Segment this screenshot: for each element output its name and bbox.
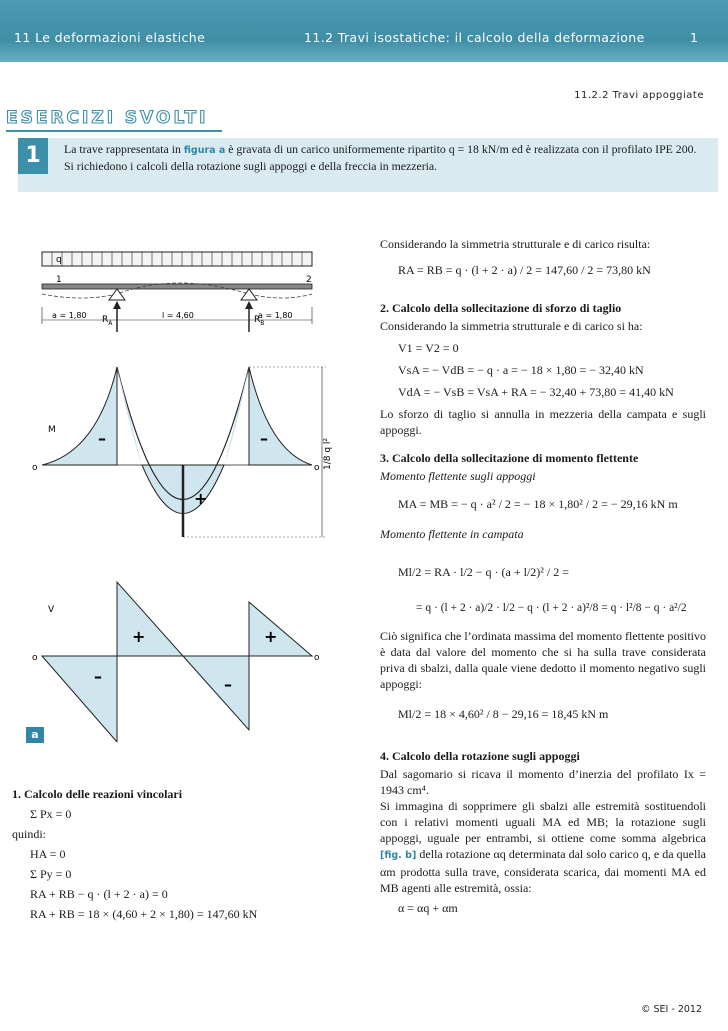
support-b [241, 289, 257, 300]
shear-label: V [48, 605, 55, 615]
eq-ra-rb: RA = RB = q · (l + 2 · a) / 2 = 147,60 / 2 = 73,80 kN [398, 263, 651, 277]
heading-2: 2. Calcolo della sollecitazione di sforzo di taglio [380, 301, 622, 315]
paragraph-5: Dal sagomario si ricava il momento d’inerzia del profilato Ix = 1943 cm⁴. [380, 767, 706, 797]
node-1-label: 1 [56, 275, 62, 285]
eq-ha: HA = 0 [30, 847, 66, 861]
moment-label: M [48, 425, 56, 435]
figure-reference: figura a [183, 145, 226, 156]
eq-v1-v2: V1 = V2 = 0 [398, 341, 459, 355]
support-a [109, 289, 125, 300]
subheading-span: Momento flettente in campata [380, 527, 524, 541]
moment-origin-left: o [32, 463, 38, 473]
distributed-load [42, 252, 312, 266]
paragraph-2: Considerando la simmetria strutturale e di carico si ha: [380, 319, 643, 333]
shear-plus-1: + [132, 627, 146, 646]
shear-neg-2 [183, 656, 249, 730]
eq-m-half-2: = q · (l + 2 · a)/2 · l/2 − q · (l + 2 · a)²/8 = q · l²/8 − q · a²/2 [416, 602, 687, 614]
eq-alpha: α = αq + αm [398, 901, 458, 915]
shear-pos-2 [249, 602, 312, 656]
exercise-box [18, 138, 718, 192]
figure-b-reference: [fig. b] [380, 850, 417, 861]
left-column [12, 786, 362, 922]
eq-m-half-value: Ml/2 = 18 × 4,60² / 8 − 29,16 = 18,45 kN m [398, 707, 609, 721]
node-2-label: 2 [306, 275, 312, 285]
eq-ra-rb-value: RA + RB = 18 × (4,60 + 2 × 1,80) = 147,60 kN [30, 907, 258, 921]
subsection-title: 11.2.2 Travi appoggiate [574, 90, 704, 101]
shear-origin-right: o [314, 653, 320, 663]
moment-negative-left [42, 367, 117, 465]
subheading-supports: Momento flettente sugli appoggi [380, 469, 536, 483]
ql2-label: 1/8 q l² [323, 437, 333, 470]
heading-1: 1. Calcolo delle reazioni vincolari [12, 787, 183, 801]
ra-label: $R_A$ [102, 315, 113, 327]
heading-4: 4. Calcolo della rotazione sugli appoggi [380, 749, 580, 763]
beam-diagram-figure [22, 232, 342, 742]
dim-a-left: a = 1,80 [52, 311, 87, 320]
figure-a-label: a [26, 727, 44, 743]
exercise-text: La trave rappresentata in figura a è gravata di un carico uniformemente ripartito q = 18 kN/m ed è realizzata con il profilato IPE 200. Si richiedono i calcoli della rotazione sugli appoggi e della freccia in mezzeria. [64, 142, 697, 173]
heading-3: 3. Calcolo della sollecitazione di momento flettente [380, 451, 639, 465]
moment-negative-right [249, 367, 312, 465]
paragraph-3: Lo sforzo di taglio si annulla in mezzeria della campata e sugli appoggi. [380, 407, 706, 437]
chapter-title: 11 Le deformazioni elastiche [14, 30, 206, 45]
minus-left: – [98, 429, 106, 448]
moment-origin-right: o [314, 463, 320, 473]
heading-underline [6, 130, 222, 132]
shear-plus-2: + [264, 627, 278, 646]
paragraph-6: Si immagina di sopprimere gli sbalzi alle estremità sostituendoli con i relativi momenti uguali MA ed MB; la rotazione sugli appoggi, uguale per entrambi, si ottiene come somma algebrica [fig. b] della rotazione αq determinata dal solo carico q, e da quella αm prodotta sulla trave, considerata scarica, dai momenti MA ed MB agenti alle estremità, ossia: [380, 799, 706, 895]
shear-minus-2: – [224, 675, 232, 694]
eq-va-right: VdA = − VsB = VsA + RA = − 32,40 + 73,80 = 41,40 kN [398, 385, 674, 399]
exercise-number: 1 [18, 138, 48, 174]
shear-origin-left: o [32, 653, 38, 663]
minus-right: – [260, 429, 268, 448]
shear-pos-1 [117, 582, 183, 656]
dim-a-right: a = 1,80 [258, 311, 293, 320]
paragraph-1: Considerando la simmetria strutturale e di carico risulta: [380, 237, 651, 251]
esercizi-svolti-heading: ESERCIZI SVOLTI [6, 108, 209, 128]
quindi-text: quindi: [12, 827, 47, 841]
rb-label: $R_B$ [254, 315, 265, 327]
dim-l: l = 4,60 [162, 311, 194, 320]
eq-ra-rb-balance: RA + RB − q · (l + 2 · a) = 0 [30, 887, 168, 901]
eq-va-left: VsA = − VdB = − q · a = − 18 × 1,80 = − 32,40 kN [398, 363, 644, 377]
reaction-a-arrow [113, 301, 121, 309]
eq-sum-py: Σ Py = 0 [30, 867, 72, 881]
eq-sum-px: Σ Px = 0 [30, 807, 72, 821]
section-title: 11.2 Travi isostatiche: il calcolo della deformazione [304, 30, 645, 45]
shear-minus-1: – [94, 667, 102, 686]
page-number: 1 [690, 30, 699, 45]
beam [42, 284, 312, 289]
right-column [380, 236, 706, 916]
q-label: q [56, 255, 62, 265]
shear-neg-1 [42, 656, 117, 742]
copyright-footer: © SEI - 2012 [641, 1004, 702, 1015]
eq-m-half-1: Ml/2 = RA · l/2 − q · (a + l/2)² / 2 = [398, 565, 569, 579]
reaction-b-arrow [245, 301, 253, 309]
paragraph-4: Ciò significa che l’ordinata massima del momento flettente positivo è data dal valore del momento che si ha sulla trave considerata priva di sbalzi, dalla quale viene dedotto il momento negativo sugli appoggi: [380, 629, 706, 691]
eq-ma-mb: MA = MB = − q · a² / 2 = − 18 × 1,80² / 2 = − 29,16 kN m [398, 497, 678, 511]
plus-moment: + [194, 489, 208, 508]
page-header [0, 0, 728, 62]
